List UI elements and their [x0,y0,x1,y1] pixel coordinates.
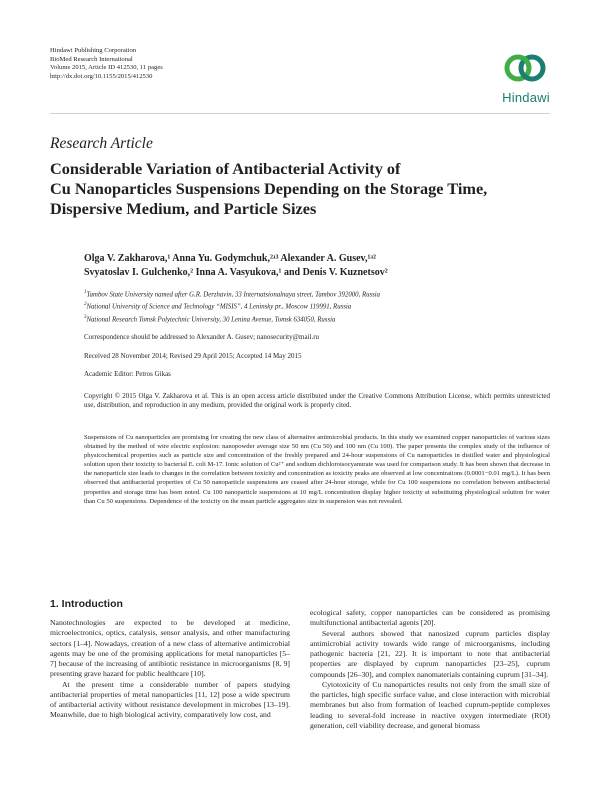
affiliation-list [84,288,380,325]
author-line: Svyatoslav I. Gulchenko,² Inna A. Vasyukova,¹ and Denis V. Kuznetsov² [84,267,388,278]
paragraph: At the present time a considerable number of papers studying antibacterial properties of metal nanoparticles [11, 12] pose a wide spectrum of antibacterial activity without resistance development in microbes [13–19]. Meanwhile, due to high biological activity, comparatively low cost, and [50,679,290,720]
hindawi-logo [494,47,556,105]
title-line: Dispersive Medium, and Particle Sizes [50,199,317,218]
affiliation-item [84,313,380,325]
article-title [50,159,570,219]
logo-wordmark: Hindawi [502,90,550,105]
paragraph: Several authors showed that nanosized cuprum particles display antimicrobial activity towards wide range of microorganisms, including pathogenic bacteria [21, 22]. It is important to note that antibacterial properties are displayed by cuprum nanoparticles [23–25], cuprum compounds [26–30], and complex nanomaterials containing cuprum [31–34]. [310,628,550,679]
paragraph: Cytotoxicity of Cu nanoparticles results not only from the small size of the particles, high specific surface value, and close interaction with microbial membranes but also from formation of leached cuprum-peptide complexes leading to several-fold increase in reactive oxygen intermediate (ROI) generation, cell viability decrease, and general biomass [310,679,550,730]
right-column [310,608,550,731]
header-divider [50,113,550,114]
abstract-text: Suspensions of Cu nanoparticles are promising for creating the new class of alternative antimicrobial products. In this study we examined copper nanoparticles of various sizes obtained by the method of wire electric explosion: nanopowder average size 50 nm (Cu 50) and 100 nm (Cu 100). The paper presents the complex study of the influence of physicochemical properties such as particle size and concentration of the freshly prepared and 24-hour suspensions of Cu nanoparticles in distilled water and physiological solution upon their toxicity to bacterial E. coli M-17. Ionic solution of Cu²⁺ and sodium dichloroisocyanurate was used for comparison study. It has been shown that decrease in the nanoparticle size leads to changes in the correlation between toxicity and concentration as toxicity peaks are observed at low concentrations (0.0001−0.01 mg/L). It has been observed that antibacterial properties of Cu 50 nanoparticle suspensions are ceased after 24-hour storage, while for Cu 100 suspensions no correlation between antibacterial properties and storage time has been noted. Cu 100 nanoparticle suspensions at 10 mg/L concentration display higher toxicity at substituting physiological solution for water than Cu 50 suspensions. Dependence of the toxicity on the mean particle aggregates size in suspension was not revealed. [84,434,550,505]
title-line: Considerable Variation of Antibacterial Activity of [50,159,401,178]
copyright-notice: Copyright © 2015 Olga V. Zakharova et al. This is an open access article distributed under the Creative Commons Attribution License, which permits unrestricted use, distribution, and reproduction in any medium, provided the original work is properly cited. [84,392,550,410]
affiliation-number: 3 [84,314,87,320]
academic-editor: Academic Editor: Petros Gikas [84,370,171,378]
publisher-name: Hindawi Publishing Corporation [50,47,137,54]
affiliation-text: Tambov State University named after G.R. Derzhavin, 33 Internatsionalnaya street, Tambov 392000, Russia [86,291,381,299]
affiliation-item [84,288,380,300]
author-line: Olga V. Zakharova,¹ Anna Yu. Godymchuk,²ʴ³ Alexander A. Gusev,¹ʴ² [84,253,377,264]
journal-name: BioMed Research International [50,55,133,63]
journal-meta [50,47,163,81]
article-dates: Received 28 November 2014; Revised 29 April 2015; Accepted 14 May 2015 [84,352,302,360]
affiliation-text: National University of Science and Technology “MISIS”, 4 Leninsky pr., Moscow 119991, Russia [86,303,352,311]
article-type: Research Article [50,135,153,152]
affiliation-number: 1 [84,290,87,295]
affiliation-item [84,300,380,312]
paragraph: ecological safety, copper nanoparticles can be considered as promising multifunctional antibacterial agents [20]. [310,608,550,628]
hindawi-logo-icon [494,47,556,91]
volume-info: Volume 2015, Article ID 412530, 11 pages [50,64,163,71]
author-list [84,252,554,280]
affiliation-text: National Research Tomsk Polytechnic University, 30 Lenina Avenue, Tomsk 634050, Russia [86,315,336,323]
section-heading: 1. Introduction [50,598,123,610]
title-line: Cu Nanoparticles Suspensions Depending on the Storage Time, [50,179,488,198]
correspondence-note: Correspondence should be addressed to Alexander A. Gusev; nanosecurity@mail.ru [84,333,320,341]
paragraph: Nanotechnologies are expected to be developed at medicine, microelectronics, optics, catalysis, sensor analysis, and other manufacturing sectors [1–4]. Nowadays, creation of a new class of alternative antimicrobial agents may be one of the promising applications for metal nanoparticles [5–7] because of the increasing of antibiotic resistance in microorganisms [8, 9] presenting grave hazard for public healthcare [10]. [50,618,290,679]
left-column [50,618,290,721]
affiliation-number: 2 [84,302,87,308]
doi-link[interactable]: http://dx.doi.org/10.1155/2015/412530 [50,72,153,80]
